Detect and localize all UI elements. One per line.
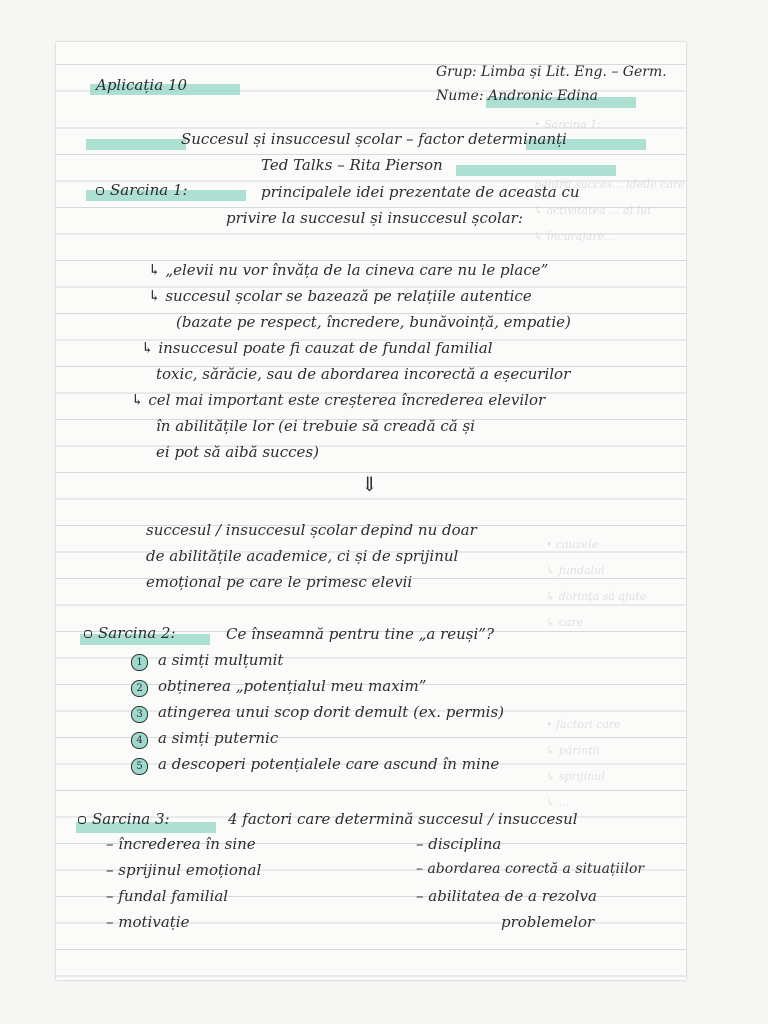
- task2-question: Ce înseamnă pentru tine „a reuși”?: [226, 625, 494, 643]
- task2-item: 1 a simți mulțumit: [131, 651, 283, 671]
- task3-factor: – sprijinul emoțional: [106, 861, 262, 879]
- task1-item: ↳ cel mai important este creșterea încrederea elevilor: [131, 391, 546, 409]
- task1-conclusion: de abilitățile academice, ci și de sprijinul: [146, 547, 459, 565]
- task1-intro: privire la succesul și insuccesul școlar:: [226, 209, 523, 227]
- task1-item: în abilitățile lor (ei trebuie să creadă că și: [156, 417, 475, 435]
- task3-factor: – motivație: [106, 913, 190, 931]
- number-circle-icon: 3: [131, 706, 148, 723]
- application-label: Aplicația 10: [96, 76, 187, 94]
- page-subtitle: Ted Talks – Rita Pierson: [261, 156, 443, 174]
- task1-item: ↳ insuccesul poate fi cauzat de fundal familial: [141, 339, 493, 357]
- bleed-through-text: • cauzele ↳ fundalul ↳ dorința să ajute ↳ care: [546, 538, 647, 629]
- number-circle-icon: 5: [131, 758, 148, 775]
- task1-item: (bazate pe respect, încredere, bunăvoință, empatie): [176, 313, 571, 331]
- number-circle-icon: 1: [131, 654, 148, 671]
- number-circle-icon: 2: [131, 680, 148, 697]
- task2-item: 3 atingerea unui scop dorit demult (ex. permis): [131, 703, 504, 723]
- task3-factor: – abilitatea de a rezolva: [416, 887, 597, 905]
- highlight: [86, 139, 186, 150]
- task1-conclusion: emoțional pe care le primesc elevii: [146, 573, 413, 591]
- down-arrow-icon: ⇓: [361, 472, 378, 496]
- task3-factor: – abordarea corectă a situațiilor: [416, 861, 645, 877]
- task3-factor: – fundal familial: [106, 887, 229, 905]
- task2-item: 5 a descoperi potențialele care ascund în mine: [131, 755, 499, 775]
- task2-item: 2 obținerea „potențialul meu maxim”: [131, 677, 426, 697]
- task1-item: ↳ succesul școlar se bazează pe relațiile autentice: [148, 287, 532, 305]
- task1-item: ↳ „elevii nu vor învăța de la cineva care nu le place”: [148, 261, 549, 279]
- task1-item: toxic, sărăcie, sau de abordarea incorectă a eșecurilor: [156, 365, 571, 383]
- task1-intro: principalele idei prezentate de aceasta cu: [261, 183, 580, 201]
- group-label: Grup: Limba și Lit. Eng. – Germ.: [436, 64, 667, 80]
- task3-factor: – disciplina: [416, 835, 502, 853]
- task1-item: ei pot să aibă succes): [156, 443, 319, 461]
- bleed-through-text: • factori care ↳ părinții ↳ sprijinul ↳ ...: [546, 718, 621, 809]
- task2-item: 4 a simți puternic: [131, 729, 278, 749]
- number-circle-icon: 4: [131, 732, 148, 749]
- bleed-through-text: • Sarcina 1: pentru succes... ideile care ↳ activitatea ... al lui ↳ încurajare...: [534, 118, 685, 243]
- task3-factor: problemelor: [501, 913, 595, 931]
- task1-conclusion: succesul / insuccesul școlar depind nu doar: [146, 521, 477, 539]
- task3-intro: 4 factori care determină succesul / insuccesul: [228, 810, 578, 828]
- bullet-icon: [84, 630, 92, 638]
- highlight: [456, 165, 616, 176]
- student-name: Nume: Andronic Edina: [436, 88, 599, 104]
- task3-factor: – încrederea în sine: [106, 835, 256, 853]
- notebook-page: [56, 42, 686, 980]
- bullet-icon: [96, 187, 104, 195]
- task2-label: Sarcina 2:: [84, 624, 176, 642]
- task1-label: Sarcina 1:: [96, 181, 188, 199]
- task3-label: Sarcina 3:: [78, 810, 170, 828]
- bullet-icon: [78, 816, 86, 824]
- page-title: Succesul și insuccesul școlar – factor determinanți: [181, 130, 567, 148]
